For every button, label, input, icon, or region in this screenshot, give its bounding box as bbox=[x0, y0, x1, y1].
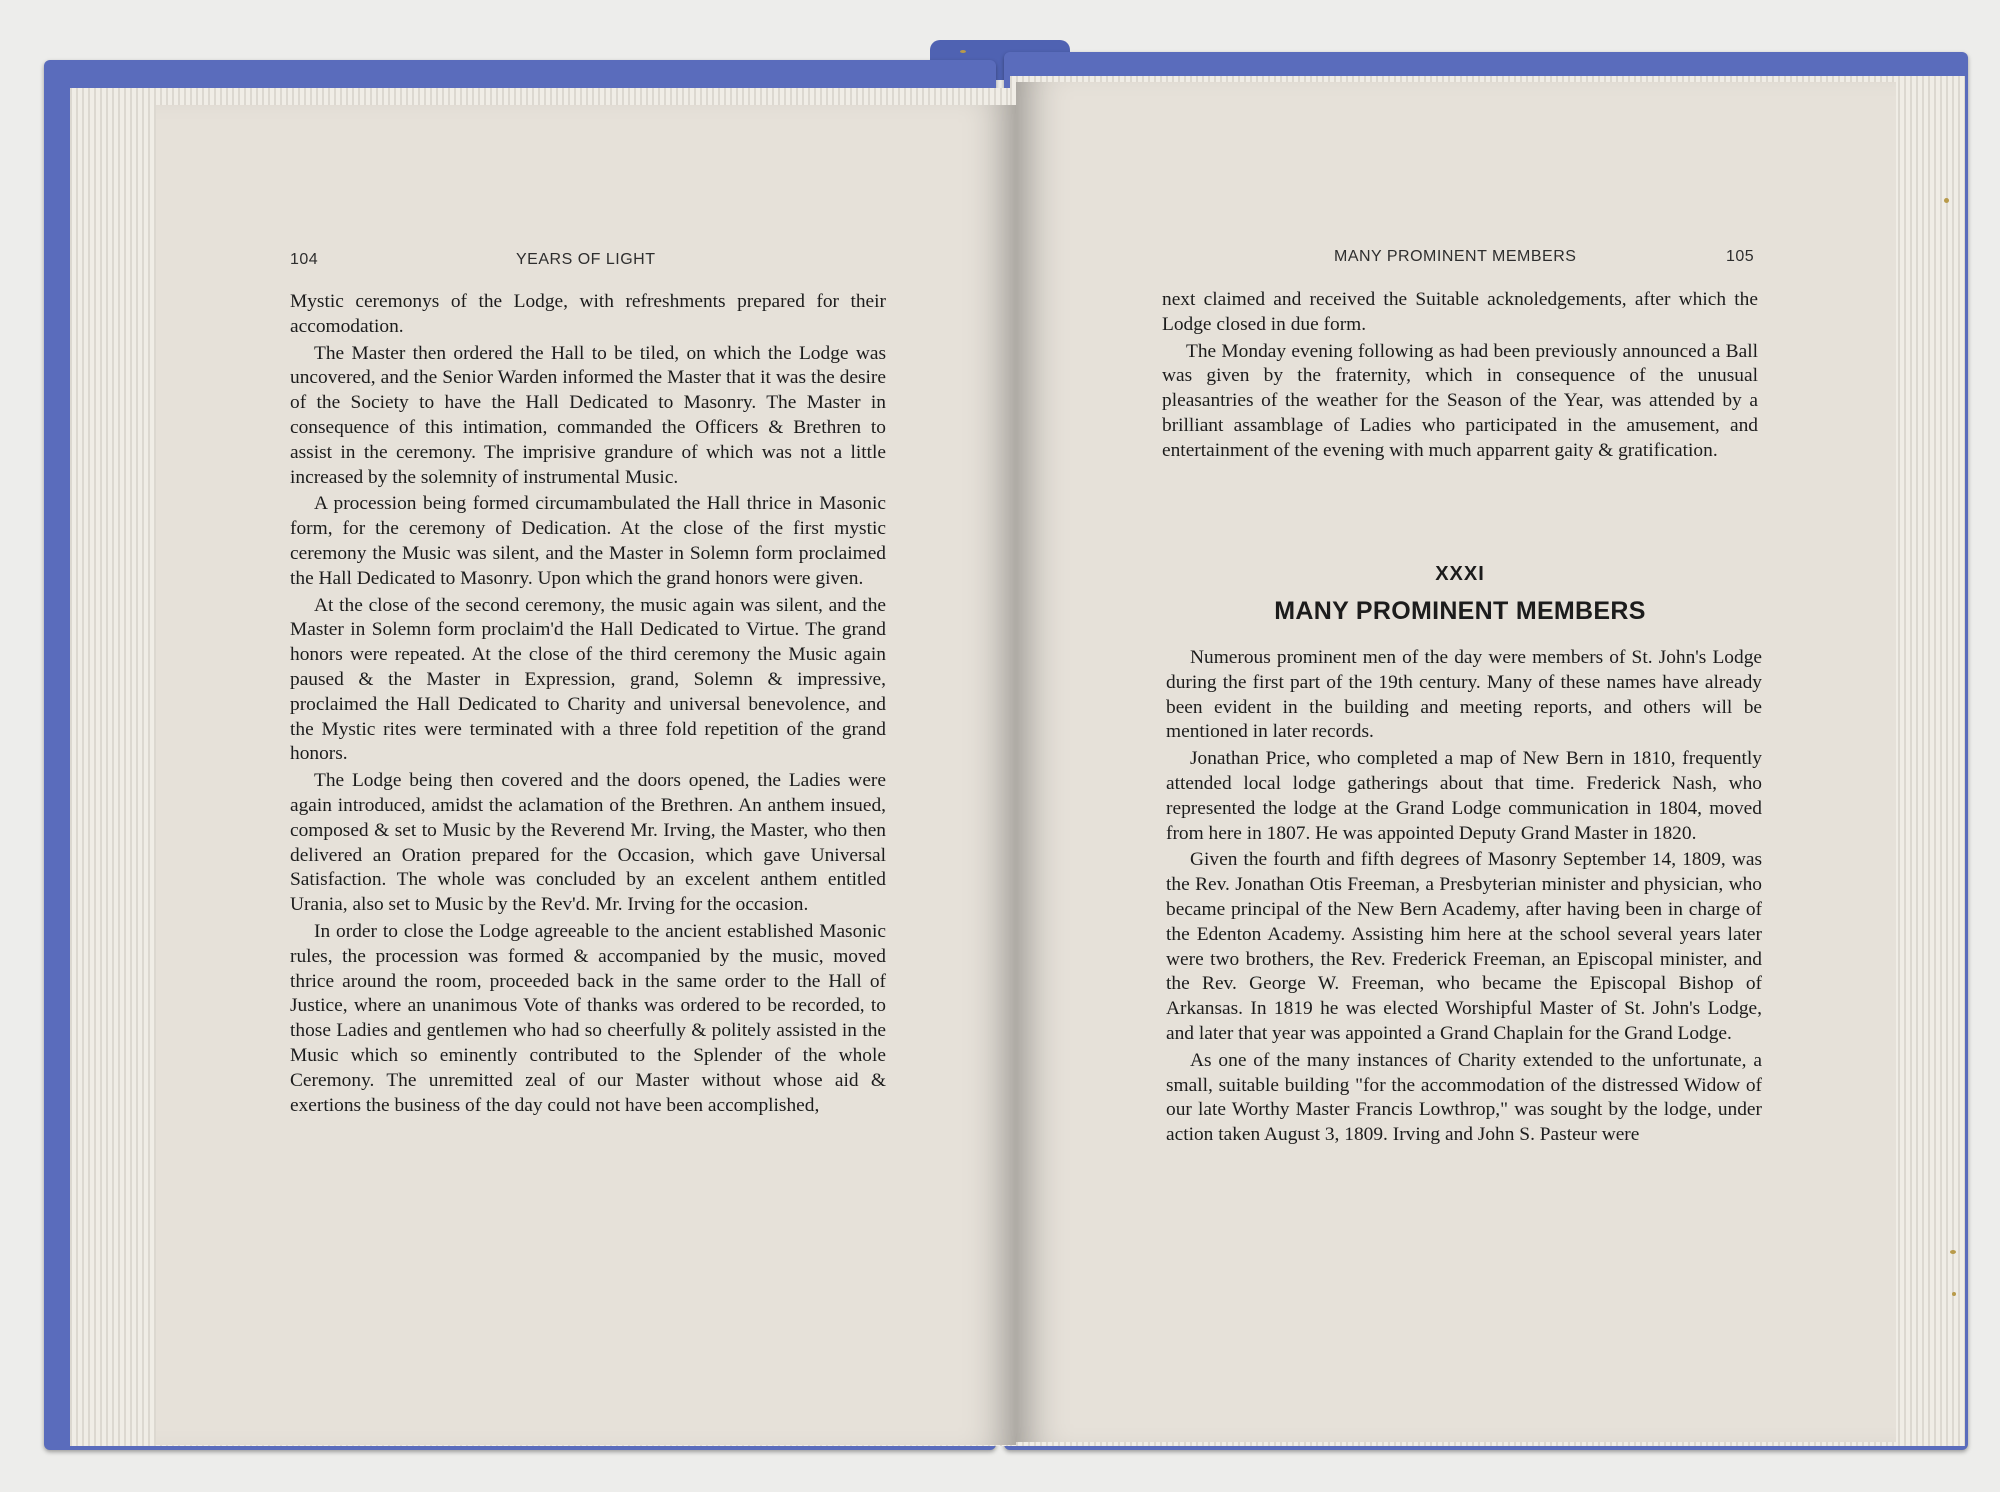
right-running-title: MANY PROMINENT MEMBERS bbox=[1334, 248, 1577, 265]
cover-speck bbox=[1952, 1292, 1956, 1296]
cover-speck bbox=[1950, 1250, 1956, 1254]
paragraph: The Master then ordered the Hall to be tiled, on which the Lodge was uncovered, and the Senior Warden informed the Master that it was the desire of the Society to have the Hall Dedicated to Masonry. The Master in consequence of this intimation, commanded the Officers & Brethren to assist in the ceremony. The imprisive grandure of which was not a little increased by the solemnity of instrumental Music. bbox=[290, 342, 886, 488]
paragraph: The Monday evening following as had been previously announced a Ball was given by the fraternity, which in consequence of the unusual pleasantries of the weather for the Season of the Year, was attended by a brilliant assamblage of Ladies who participated in the amusement, and entertainment of the evening with much apparrent gaity & gratification. bbox=[1162, 340, 1758, 461]
cover-speck bbox=[1944, 198, 1949, 203]
left-page-number: 104 bbox=[290, 251, 319, 268]
paragraph: In order to close the Lodge agreeable to the ancient established Masonic rules, the procession was formed & accompanied by the music, moved thrice around the room, proceeded back in the same order to the Hall of Justice, where an unanimous Vote of thanks was ordered to be recorded, to those Ladies and gentlemen who had so cheerfully & politely assisted in the Music which so eminently contributed to the Splender of the whole Ceremony. The unremitted zeal of our Master without whose aid & exertions the business of the day could not have been accomplished, bbox=[290, 920, 886, 1116]
paragraph: Numerous prominent men of the day were members of St. John's Lodge during the first part of the 19th century. Many of these names have already been evident in the building and meeting reports, and others will be mentioned in later records. bbox=[1166, 647, 1762, 743]
paragraph: next claimed and received the Suitable acknoledgements, after which the Lodge closed in due form. bbox=[1162, 289, 1758, 335]
paragraph: A procession being formed circumambulated the Hall thrice in Masonic form, for the ceremony of Dedication. At the close of the first mystic ceremony the Music was silent, and the Master in Solemn form proclaimed the Hall Dedicated to Masonry. Upon which the grand honors were given. bbox=[290, 493, 886, 589]
right-body-text-bottom bbox=[1166, 646, 1762, 1150]
cover-speck bbox=[960, 50, 966, 53]
paragraph: Mystic ceremonys of the Lodge, with refreshments prepared for their accomodation. bbox=[290, 291, 886, 337]
paragraph: As one of the many instances of Charity extended to the unfortunate, a small, suitable building "for the accommodation of the distressed Widow of our late Worthy Master Francis Lowthrop," was sought by the lodge, under action taken August 3, 1809. Irving and John S. Pasteur were bbox=[1166, 1049, 1762, 1146]
left-running-title: YEARS OF LIGHT bbox=[516, 251, 656, 268]
paragraph: At the close of the second ceremony, the music again was silent, and the Master in Solemn form proclaim'd the Hall Dedicated to Virtue. The grand honors were repeated. At the close of the third ceremony the Music again paused & the Master in Expression, grand, Solemn & impressive, proclaimed the Hall Dedicated to Charity and universal benevolence, and the Mystic rites were terminated with a three fold repetition of the grand honors. bbox=[290, 594, 886, 765]
right-body-text-top bbox=[1162, 288, 1758, 466]
chapter-number: XXXI bbox=[1435, 563, 1485, 585]
paragraph: Jonathan Price, who completed a map of New Bern in 1810, frequently attended local lodge gatherings about that time. Frederick Nash, who represented the lodge at the Grand Lodge communication in 1804, moved from here in 1807. He was appointed Deputy Grand Master in 1820. bbox=[1166, 748, 1762, 844]
paragraph: The Lodge being then covered and the doors opened, the Ladies were again introduced, amidst the aclamation of the Brethren. An anthem insued, composed & set to Music by the Reverend Mr. Irving, the Master, who then delivered an Oration prepared for the Occasion, which gave Universal Satisfaction. The whole was concluded by an excelent anthem entitled Urania, also set to Music by the Rev'd. Mr. Irving for the occasion. bbox=[290, 770, 886, 916]
right-page-number: 105 bbox=[1726, 248, 1755, 265]
chapter-title: MANY PROMINENT MEMBERS bbox=[1274, 597, 1646, 625]
paragraph: Given the fourth and fifth degrees of Masonry September 14, 1809, was the Rev. Jonathan Otis Freeman, a Presbyterian minister and physician, who became principal of the New Bern Academy, after having been in charge of the Edenton Academy. Assisting him here at the school several years later were two brothers, the Rev. Frederick Freeman, an Episcopal minister, and the Rev. George W. Freeman, who became the Episcopal Bishop of Arkansas. In 1819 he was elected Worshipful Master of St. John's Lodge, and later that year was appointed a Grand Chaplain for the Grand Lodge. bbox=[1166, 849, 1762, 1044]
left-body-text bbox=[290, 290, 886, 1120]
